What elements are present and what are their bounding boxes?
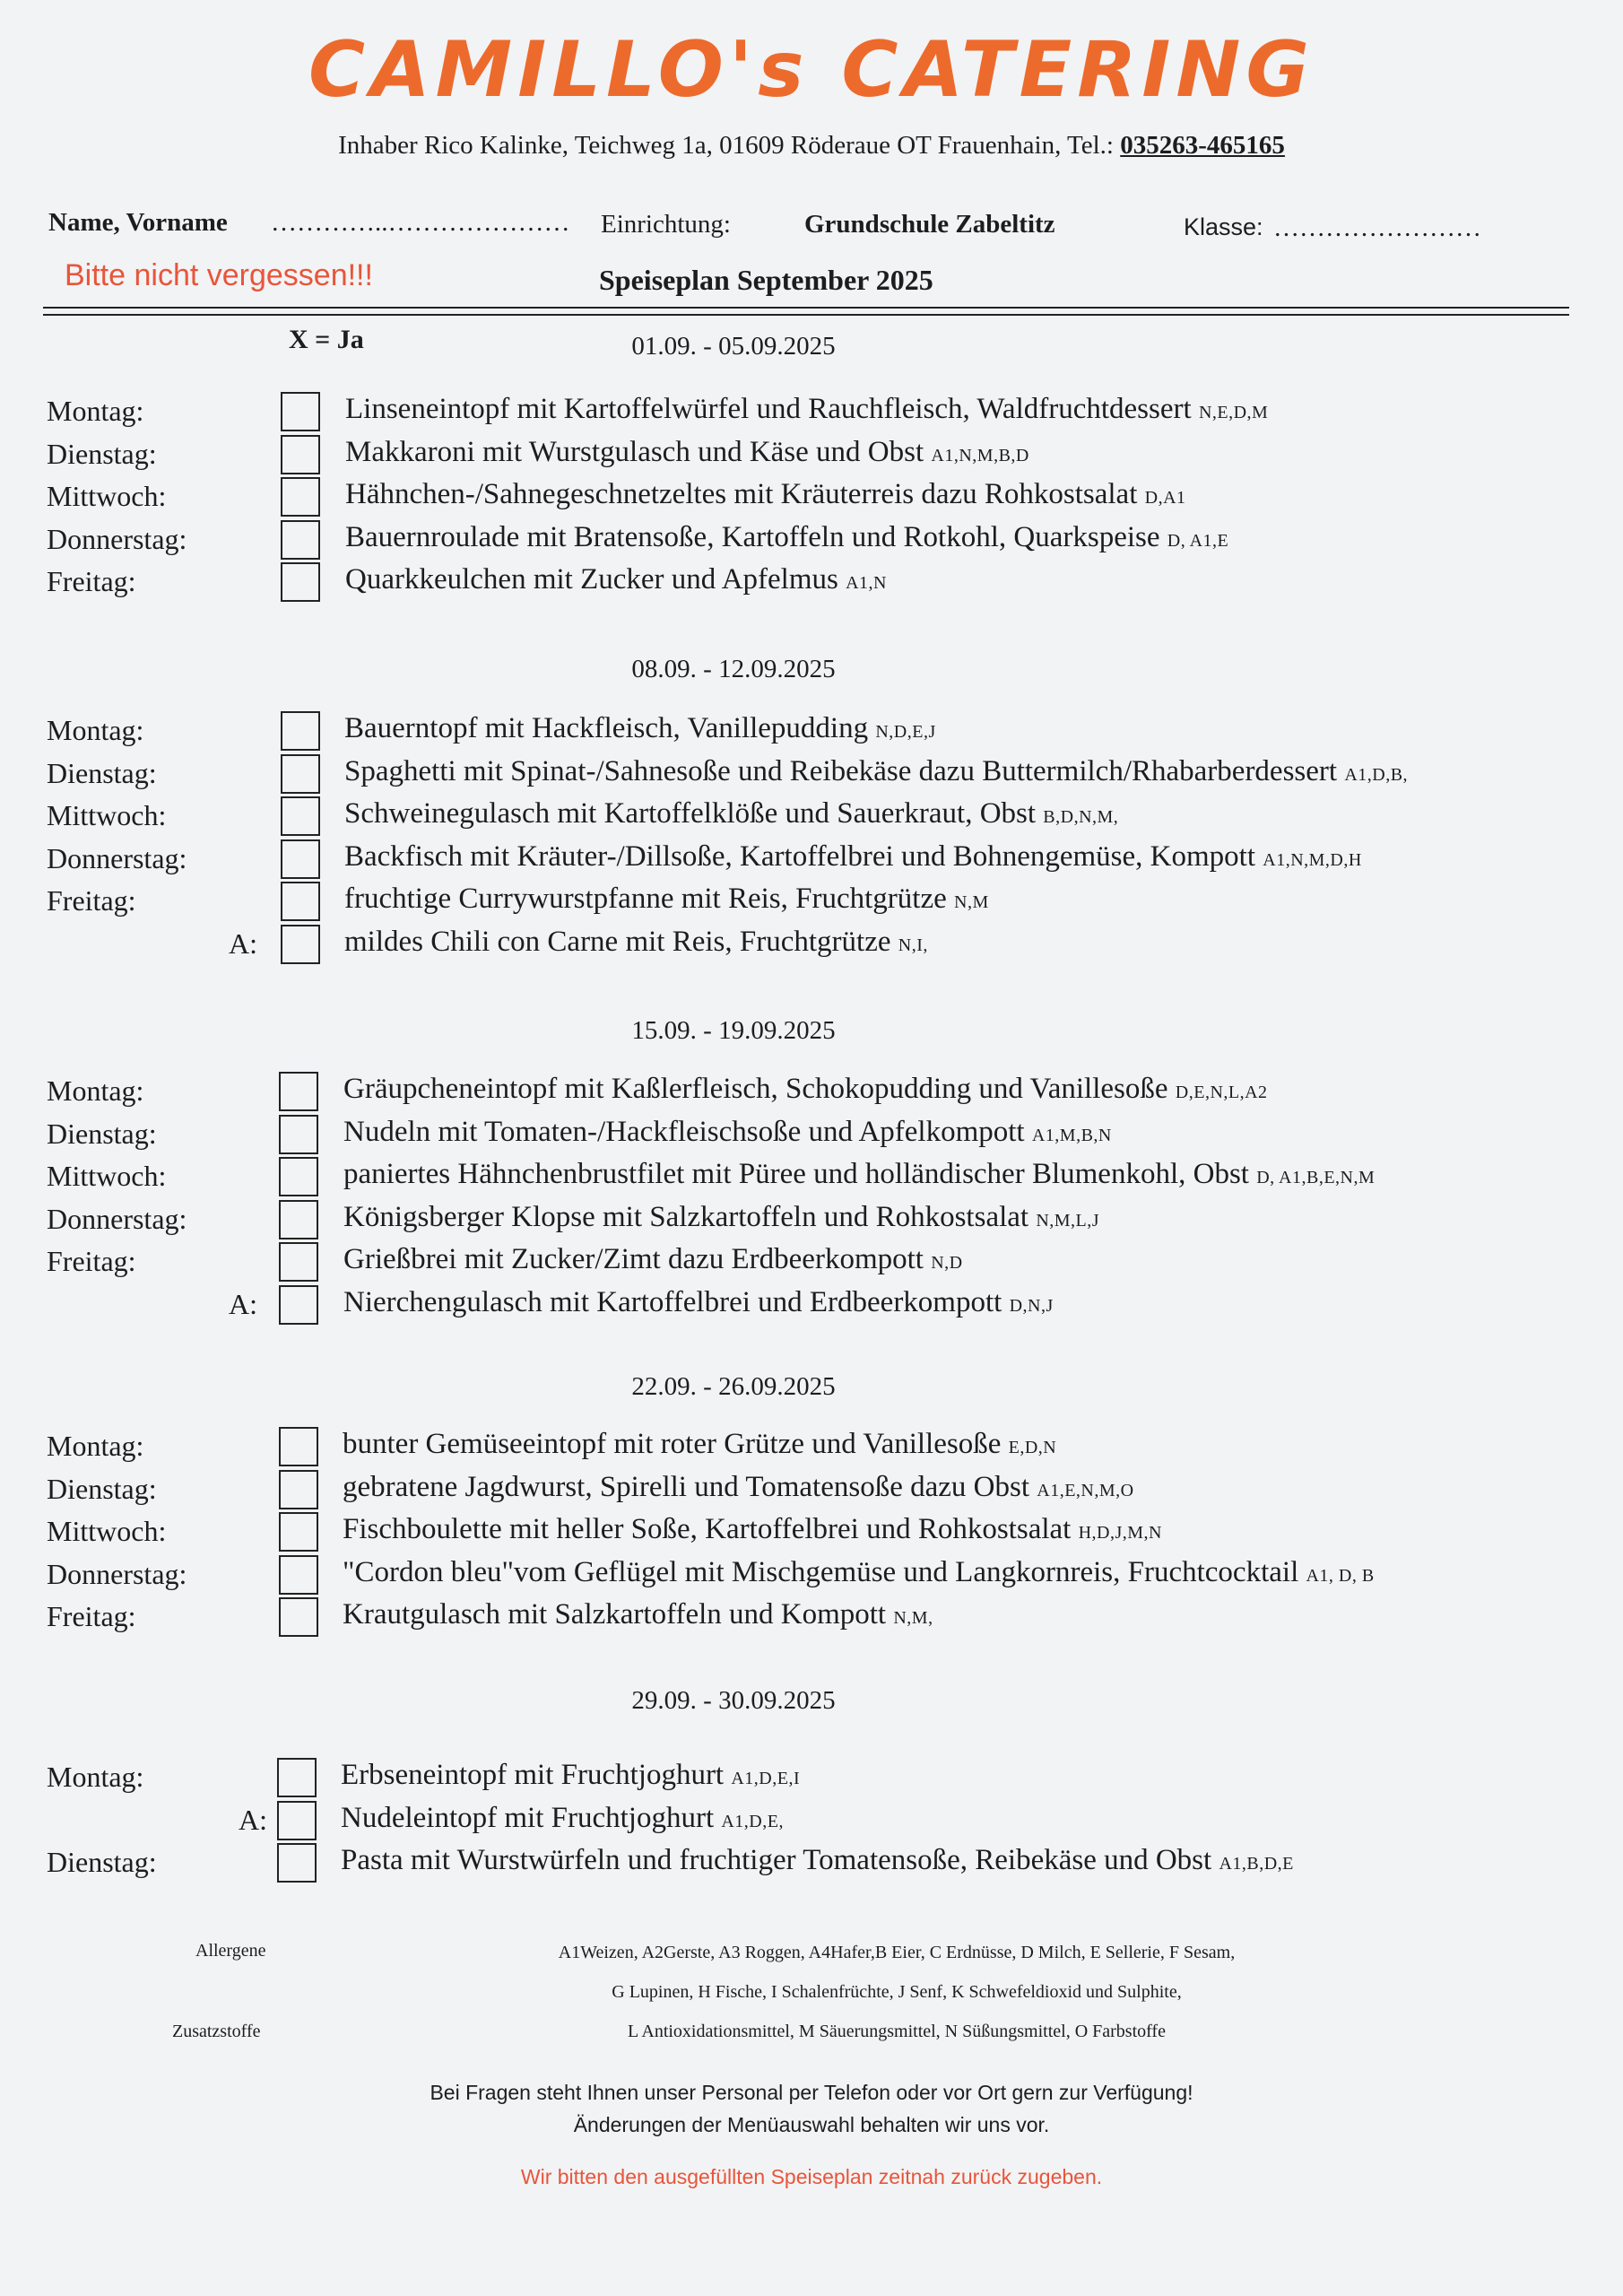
weekday-label: Montag: (47, 1074, 144, 1107)
allergen-codes: A1,E,N,M,O (1037, 1480, 1134, 1500)
class-field[interactable]: …………………… (1273, 213, 1481, 242)
meal-name: gebratene Jagdwurst, Spirelli und Tomatensoße dazu Obst (343, 1470, 1037, 1503)
name-label: Name, Vorname (48, 208, 228, 237)
meal-name: bunter Gemüseeintopf mit roter Grütze und Vanillesoße (343, 1428, 1009, 1460)
meal-description (343, 1158, 1375, 1191)
meal-name: Bauernroulade mit Bratensoße, Kartoffeln und Rotkohl, Quarkspeise (345, 520, 1167, 553)
meal-order-checkbox[interactable] (279, 1597, 318, 1637)
meal-order-checkbox[interactable] (281, 435, 320, 474)
allergen-label: Allergene (195, 1941, 266, 1961)
meal-order-checkbox[interactable] (281, 392, 320, 431)
allergen-legend-line-1: A1Weizen, A2Gerste, A3 Roggen, A4Hafer,B Eier, C Erdnüsse, D Milch, E Sellerie, F Sesam, (558, 1943, 1236, 1962)
allergen-codes: D, A1,B,E,N,M (1256, 1168, 1376, 1187)
meal-order-checkbox[interactable] (279, 1157, 318, 1196)
meal-order-checkbox[interactable] (281, 754, 320, 794)
owner-address-text: Inhaber Rico Kalinke, Teichweg 1a, 01609 Röderaue OT Frauenhain, Tel.: (338, 131, 1114, 160)
allergen-codes: D,E,N,L,A2 (1175, 1083, 1268, 1102)
meal-description (344, 883, 989, 916)
meal-order-checkbox[interactable] (279, 1512, 318, 1552)
weekday-label: Montag: (47, 395, 144, 427)
name-field[interactable]: …………..………………… (271, 208, 570, 237)
meal-description (343, 1471, 1134, 1504)
facility-label: Einrichtung: (601, 210, 731, 239)
weekday-label: Donnerstag: (47, 841, 187, 874)
alternative-label: A: (239, 1803, 267, 1836)
info-line-1: Bei Fragen steht Ihnen unser Personal per Telefon oder vor Ort gern zur Verfügung! (430, 2081, 1193, 2104)
meal-description (343, 1243, 963, 1276)
week-date-range: 22.09. - 26.09.2025 (631, 1372, 836, 1401)
weekday-label: Mittwoch: (47, 480, 167, 512)
phone-number: 035263-465165 (1120, 131, 1285, 160)
allergen-codes: A1,B,D,E (1219, 1854, 1294, 1874)
meal-description (344, 797, 1118, 831)
class-label: Klasse: (1184, 213, 1263, 240)
meal-description (343, 1286, 1054, 1319)
meal-name: Makkaroni mit Wurstgulasch und Käse und Obst (345, 435, 932, 468)
meal-description (341, 1802, 784, 1835)
meal-order-checkbox[interactable] (277, 1843, 317, 1883)
meal-order-checkbox[interactable] (277, 1758, 317, 1797)
weekday-label: Freitag: (47, 565, 136, 597)
weekday-label: Dienstag: (47, 1846, 157, 1878)
weekday-label: Dienstag: (47, 437, 157, 470)
additive-legend-line: L Antioxidationsmittel, M Säuerungsmittel, N Süßungsmittel, O Farbstoffe (628, 2022, 1166, 2041)
meal-order-checkbox[interactable] (279, 1200, 318, 1239)
weekday-label: Freitag: (47, 884, 136, 917)
meal-name: Königsberger Klopse mit Salzkartoffeln und Rohkostsalat (343, 1200, 1037, 1233)
meal-order-checkbox[interactable] (281, 839, 320, 879)
allergen-codes: D, A1,E (1167, 530, 1229, 551)
meal-order-checkbox[interactable] (281, 796, 320, 836)
weekday-label: Mittwoch: (47, 1160, 167, 1192)
allergen-codes: N,I, (898, 935, 928, 955)
header-divider-bottom (43, 314, 1569, 316)
meal-description (343, 1201, 1099, 1234)
meal-name: fruchtige Currywurstpfanne mit Reis, Fruchtgrütze (344, 883, 954, 915)
weekday-label: Freitag: (47, 1600, 136, 1632)
weekday-label: Mittwoch: (47, 1515, 167, 1547)
week-date-range: 29.09. - 30.09.2025 (631, 1686, 836, 1715)
meal-description (344, 712, 936, 745)
allergen-codes: A1,D,E,I (731, 1769, 801, 1788)
meal-order-checkbox[interactable] (281, 477, 320, 517)
meal-description (344, 926, 928, 959)
meal-name: Gräupcheneintopf mit Kaßlerfleisch, Schokopudding und Vanillesoße (343, 1073, 1176, 1105)
meal-name: Krautgulasch mit Salzkartoffeln und Kompott (343, 1598, 894, 1631)
alternative-label: A: (229, 926, 257, 960)
meal-name: Grießbrei mit Zucker/Zimt dazu Erdbeerkompott (343, 1243, 932, 1275)
weekday-label: Donnerstag: (47, 1557, 187, 1590)
meal-description (343, 1073, 1268, 1106)
weekday-label: Dienstag: (47, 1117, 157, 1150)
reminder-note: Bitte nicht vergessen!!! (65, 258, 373, 292)
weekday-label: Mittwoch: (47, 799, 167, 831)
meal-name: Quarkkeulchen mit Zucker und Apfelmus (345, 563, 846, 596)
meal-name: Pasta mit Wurstwürfeln und fruchtiger Tomatensoße, Reibekäse und Obst (341, 1844, 1219, 1876)
meal-name: Spaghetti mit Spinat-/Sahnesoße und Reibekäse dazu Buttermilch/Rhabarberdessert (344, 754, 1345, 787)
header-divider-top (43, 307, 1569, 309)
meal-name: Schweinegulasch mit Kartoffelklöße und Sauerkraut, Obst (344, 797, 1044, 830)
meal-description (343, 1556, 1375, 1589)
meal-order-checkbox[interactable] (279, 1470, 318, 1509)
meal-name: Nudeln mit Tomaten-/Hackfleischsoße und Apfelkompott (343, 1115, 1032, 1148)
meal-name: Erbseneintopf mit Fruchtjoghurt (341, 1759, 732, 1791)
meal-description (341, 1759, 800, 1792)
meal-name: Fischboulette mit heller Soße, Kartoffelbrei und Rohkostsalat (343, 1513, 1079, 1545)
meal-name: Hähnchen-/Sahnegeschnetzeltes mit Kräuterreis dazu Rohkostsalat (345, 478, 1145, 510)
meal-name: Nierchengulasch mit Kartoffelbrei und Erdbeerkompott (343, 1285, 1010, 1318)
week-date-range: 15.09. - 19.09.2025 (631, 1016, 836, 1045)
checkbox-legend: X = Ja (289, 325, 364, 354)
allergen-legend-line-2: G Lupinen, H Fische, I Schalenfrüchte, J Senf, K Schwefeldioxid und Sulphite, (612, 1982, 1182, 2002)
info-line-2: Änderungen der Menüauswahl behalten wir uns vor. (573, 2113, 1050, 2136)
meal-name: mildes Chili con Carne mit Reis, Fruchtgrütze (344, 925, 898, 958)
meal-order-checkbox[interactable] (279, 1115, 318, 1154)
company-logo-title: CAMILLO's CATERING (308, 25, 1315, 115)
meal-description (344, 755, 1408, 788)
return-note: Wir bitten den ausgefüllten Speiseplan zeitnah zurück zugeben. (520, 2165, 1103, 2188)
meal-description (343, 1598, 933, 1631)
week-date-range: 08.09. - 12.09.2025 (631, 655, 836, 683)
meal-description (344, 840, 1362, 874)
meal-name: Linseneintopf mit Kartoffelwürfel und Rauchfleisch, Waldfruchtdessert (345, 393, 1199, 425)
allergen-codes: N,M (954, 892, 989, 912)
meal-description (345, 563, 887, 596)
owner-address-line (0, 131, 1623, 161)
allergen-codes: A1,M,B,N (1031, 1125, 1112, 1145)
weekday-label: Freitag: (47, 1245, 136, 1277)
alternative-label: A: (229, 1287, 257, 1320)
meal-name: "Cordon bleu"vom Geflügel mit Mischgemüse und Langkornreis, Fruchtcocktail (343, 1555, 1306, 1588)
meal-order-checkbox[interactable] (279, 1072, 318, 1111)
allergen-codes: E,D,N (1008, 1438, 1057, 1457)
allergen-codes: N,D (931, 1253, 963, 1273)
allergen-codes: D,N,J (1009, 1295, 1054, 1316)
facility-value: Grundschule Zabeltitz (804, 210, 1055, 239)
weekday-label: Montag: (47, 1761, 144, 1793)
allergen-codes: A1,D,B, (1344, 764, 1409, 785)
meal-description (343, 1428, 1056, 1461)
meal-order-checkbox[interactable] (279, 1242, 318, 1282)
allergen-codes: A1,N,M,B,D (931, 445, 1029, 465)
weekday-label: Donnerstag: (47, 1202, 187, 1235)
meal-description (343, 1116, 1112, 1149)
meal-description (345, 436, 1029, 469)
meal-name: Bauerntopf mit Hackfleisch, Vanillepudding (344, 712, 876, 744)
allergen-codes: H,D,J,M,N (1078, 1523, 1162, 1543)
allergen-codes: N,D,E,J (875, 722, 936, 742)
allergen-codes: N,M, (893, 1608, 933, 1628)
allergen-codes: A1, D, B (1306, 1565, 1375, 1586)
additive-label: Zusatzstoffe (172, 2022, 261, 2041)
meal-order-checkbox[interactable] (279, 1285, 318, 1325)
weekday-label: Montag: (47, 714, 144, 746)
weekday-label: Montag: (47, 1430, 144, 1462)
meal-order-checkbox[interactable] (281, 925, 320, 964)
allergen-codes: A1,N (846, 573, 887, 593)
meal-name: Backfisch mit Kräuter-/Dillsoße, Kartoffelbrei und Bohnengemüse, Kompott (344, 839, 1263, 873)
meal-name: paniertes Hähnchenbrustfilet mit Püree und holländischer Blumenkohl, Obst (343, 1158, 1257, 1190)
weekday-label: Dienstag: (47, 756, 157, 789)
week-date-range: 01.09. - 05.09.2025 (631, 332, 836, 361)
allergen-codes: A1,D,E, (721, 1811, 784, 1831)
plan-title: Speiseplan September 2025 (599, 264, 933, 296)
meal-description (345, 393, 1268, 426)
meal-name: Nudeleintopf mit Fruchtjoghurt (341, 1801, 722, 1834)
meal-order-checkbox[interactable] (279, 1555, 318, 1595)
meal-order-checkbox[interactable] (281, 562, 320, 602)
meal-description (343, 1513, 1162, 1546)
weekday-label: Dienstag: (47, 1472, 157, 1505)
meal-order-checkbox[interactable] (277, 1801, 317, 1840)
allergen-codes: A1,N,M,D,H (1263, 849, 1362, 870)
allergen-codes: D,A1 (1144, 488, 1186, 508)
allergen-codes: N,M,L,J (1036, 1210, 1100, 1231)
meal-order-checkbox[interactable] (281, 882, 320, 921)
meal-description (345, 521, 1228, 554)
weekday-label: Donnerstag: (47, 522, 187, 555)
allergen-codes: N,E,D,M (1198, 403, 1269, 422)
meal-description (341, 1844, 1294, 1877)
meal-order-checkbox[interactable] (281, 711, 320, 751)
meal-order-checkbox[interactable] (281, 520, 320, 560)
allergen-codes: B,D,N,M, (1043, 807, 1119, 827)
meal-description (345, 478, 1186, 511)
meal-order-checkbox[interactable] (279, 1427, 318, 1466)
